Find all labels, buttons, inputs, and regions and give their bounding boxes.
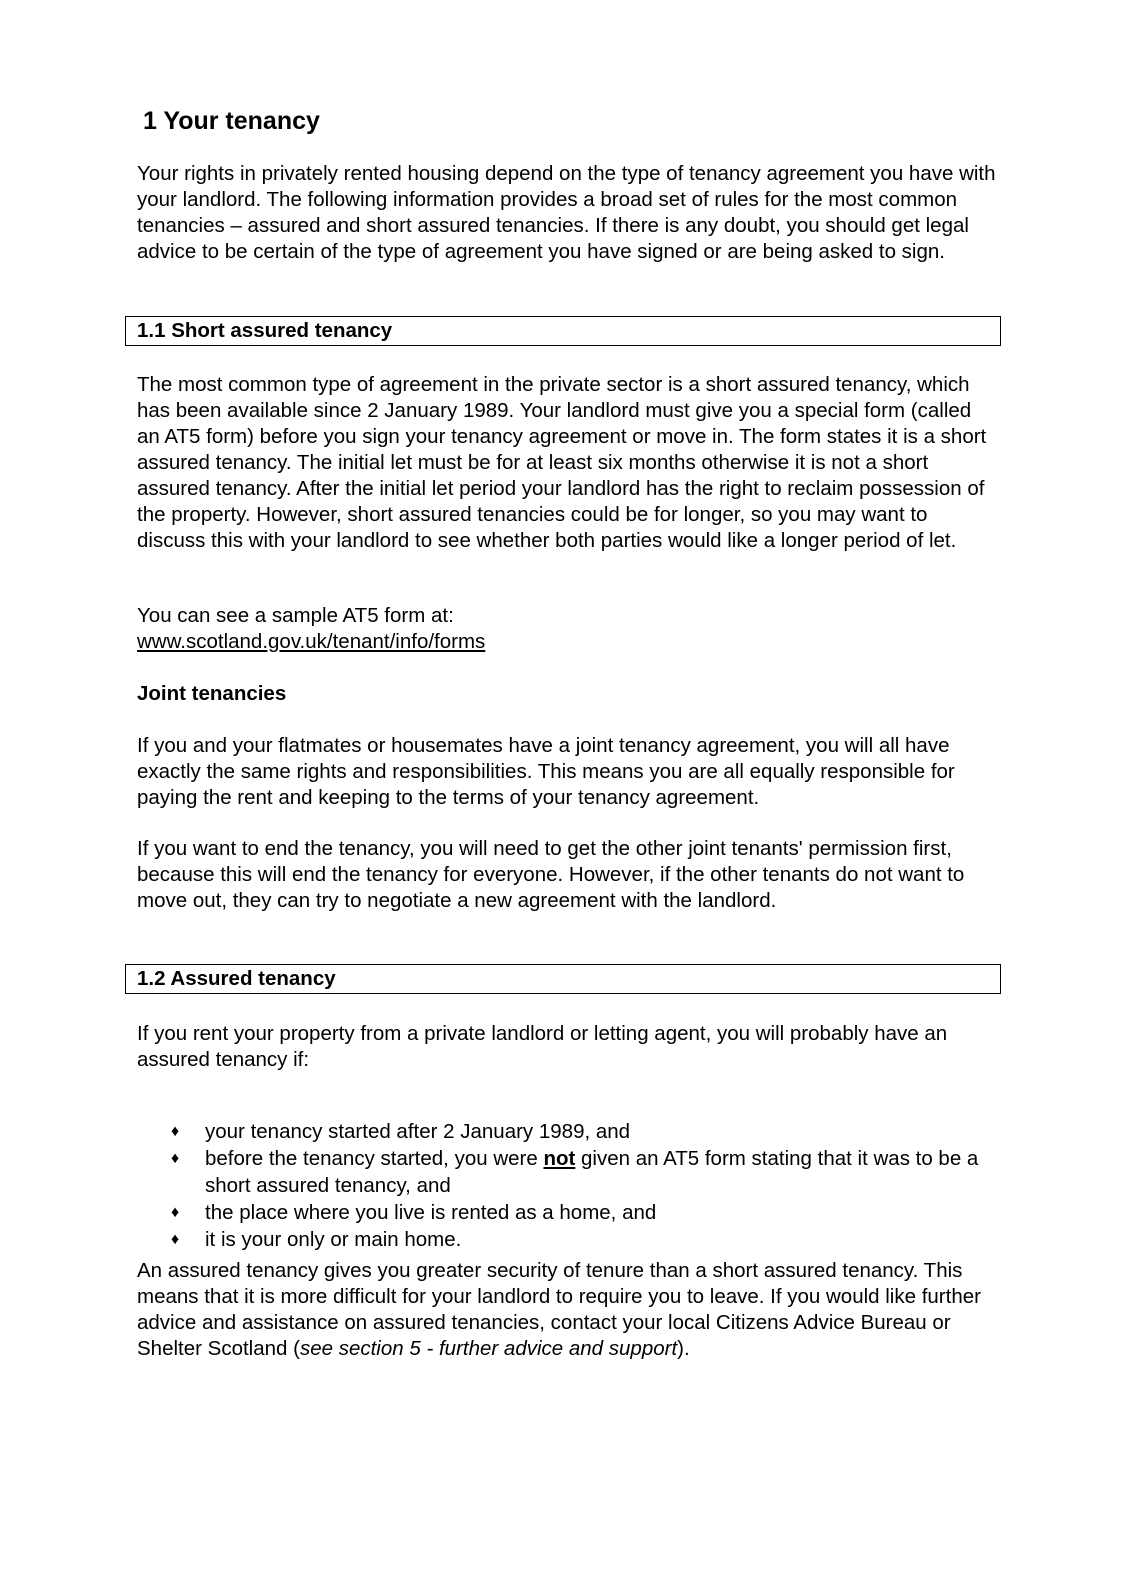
section-reference: see section 5 - further advice and support <box>299 1337 678 1360</box>
emphasis-not: not <box>543 1147 576 1170</box>
list-item: ♦ it is your only or main home. <box>171 1228 462 1251</box>
joint-paragraph-2: If you want to end the tenancy, you will need to get the other joint tenants' permission first, because this will end the tenancy for everyone. However, if the other tenants do not want to move out, they can try to negotiate a new agreement with the landlord. <box>137 837 965 912</box>
forms-link[interactable]: www.scotland.gov.uk/tenant/info/forms <box>137 630 486 653</box>
section-title: 1.1 Short assured tenancy <box>137 319 393 342</box>
intro-paragraph: Your rights in privately rented housing depend on the type of tenancy agreement you have with your landlord. The following information provides a broad set of rules for the most common tenancies – assured and short assured tenancies. If there is any doubt, you should get legal advice to be certain of the type of agreement you have signed or are being asked to sign. <box>137 162 996 263</box>
section-header-box <box>125 316 1001 346</box>
diamond-bullet-icon: ♦ <box>171 1204 180 1221</box>
page-title: 1 Your tenancy <box>143 107 320 135</box>
section-title: 1.2 Assured tenancy <box>137 967 336 990</box>
sample-form-paragraph <box>137 603 997 655</box>
short-assured-paragraph: The most common type of agreement in the private sector is a short assured tenancy, which has been available since 2 January 1989. Your landlord must give you a special form (called an AT5 form) before you sign your tenancy agreement or move in. The form states it is a short assured tenancy. The initial let must be for at least six months otherwise it is not a short assured tenancy. After the initial let period your landlord has the right to reclaim possession of the property. However, short assured tenancies could be for longer, so you may want to discuss this with your landlord to see whether both parties would like a longer period of let. <box>137 373 987 552</box>
diamond-bullet-icon: ♦ <box>171 1150 180 1167</box>
sample-form-text: You can see a sample AT5 form at: <box>137 604 454 627</box>
joint-paragraph-1: If you and your flatmates or housemates have a joint tenancy agreement, you will all have exactly the same rights and responsibilities. This means you are all equally responsible for paying the rent and keeping to the terms of your tenancy agreement. <box>137 734 955 809</box>
list-item: ♦ your tenancy started after 2 January 1989, and <box>171 1120 631 1143</box>
section-header-box <box>125 964 1001 994</box>
diamond-bullet-icon: ♦ <box>171 1231 180 1248</box>
assured-intro-paragraph: If you rent your property from a private landlord or letting agent, you will probably have an assured tenancy if: <box>137 1022 948 1071</box>
diamond-bullet-icon: ♦ <box>171 1123 180 1140</box>
list-item: ♦ before the tenancy started, you were not given an AT5 form stating that it was to be a short assured tenancy, and <box>171 1147 979 1197</box>
assured-closing-paragraph: An assured tenancy gives you greater security of tenure than a short assured tenancy. This means that it is more difficult for your landlord to require you to leave. If you would like further advice and assistance on assured tenancies, contact your local Citizens Advice Bureau or Shelter Scotland (see section 5 - further advice and support). <box>137 1259 981 1360</box>
conditions-list <box>137 1118 1007 1253</box>
subheading: Joint tenancies <box>137 682 287 705</box>
list-item: ♦ the place where you live is rented as a home, and <box>171 1201 657 1224</box>
